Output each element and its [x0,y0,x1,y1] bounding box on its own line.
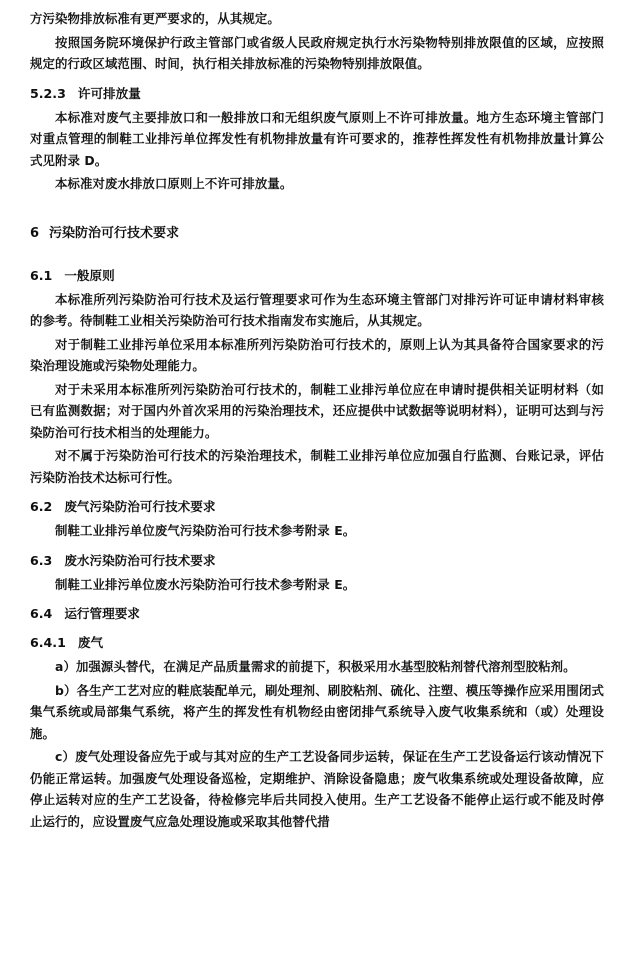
section-number: 6.2 [30,499,53,514]
section-number: 6.1 [30,267,53,283]
section-heading-6-4-1 [30,632,604,653]
section-title: 许可排放量 [77,85,141,101]
section-heading-6 [30,223,604,245]
section-number: 6.3 [30,552,53,568]
paragraph: 对不属于污染防治可行技术的污染治理技术，制鞋工业排污单位应加强自行监测、台账记录，评估污染防治技术达标可行性。 [30,448,604,485]
paragraph: 对于制鞋工业排污单位采用本标准所列污染防治可行技术的，原则上认为其具备符合国家要求的污染治理设施或污染物处理能力。 [30,336,604,373]
paragraph: 方污染物排放标准有更严要求的，从其规定。 [30,11,280,26]
paragraph: 制鞋工业排污单位废气污染防治可行技术参考附录 E。 [55,523,356,538]
section-title: 废水污染防治可行技术要求 [64,552,216,568]
section-title: 一般原则 [64,267,115,283]
section-heading-6-3 [30,550,604,571]
paragraph: 制鞋工业排污单位废水污染防治可行技术参考附录 E。 [55,576,356,592]
paragraph: 本标准对废水排放口原则上不许可排放量。 [55,176,293,191]
list-item: b）各生产工艺对应的鞋底装配单元，刷处理剂、刷胶粘剂、硫化、注塑、模压等操作应采用围闭式集气系统或局部集气系统，将产生的挥发性有机物经由密闭排气系统导入废气收集系统和（或）处理设施。 [30,682,604,741]
section-title: 废气 [77,635,104,650]
section-number: 6.4 [30,606,53,621]
section-title: 废气污染防治可行技术要求 [64,499,216,514]
section-heading-5-2-3 [30,83,604,104]
section-number: 6.4.1 [30,635,66,650]
list-item: c）废气处理设备应先于或与其对应的生产工艺设备同步运转，保证在生产工艺设备运行该动情况下仍能正常运转。加强废气处理设备巡检，定期维护、消除设备隐患；废气收集系统或处理设备故障，应停止运转对应的生产工艺设备，待检修完毕后共同投入使用。生产工艺设备不能停止运行或不能及时停止运行的，应设置废气应急处理设施或采取其他替代措 [30,749,604,829]
section-number: 5.2.3 [30,85,66,101]
section-heading-6-2 [30,496,604,517]
list-item: a）加强源头替代，在满足产品质量需求的前提下，积极采用水基型胶粘剂替代溶剂型胶粘剂。 [55,659,576,674]
section-title: 污染防治可行技术要求 [49,225,180,241]
section-heading-6-1 [30,265,604,286]
paragraph: 按照国务院环境保护行政主管部门或省级人民政府规定执行水污染物特别排放限值的区域，应按照规定的行政区域范围、时间，执行相关排放标准的污染物特别排放限值。 [30,34,604,71]
section-number: 6 [30,225,40,241]
paragraph: 本标准所列污染防治可行技术及运行管理要求可作为生态环境主管部门对排污许可证申请材料审核的参考。待制鞋工业相关污染防治可行技术指南发布实施后，从其规定。 [30,291,604,328]
section-heading-6-4 [30,603,604,624]
paragraph: 对于未采用本标准所列污染防治可行技术的，制鞋工业排污单位应在申请时提供相关证明材料（如已有监测数据；对于国内外首次采用的污染治理技术，还应提供中试数据等说明材料），证明可达到与污染防治可行技术相当的处理能力。 [30,381,604,440]
paragraph: 本标准对废气主要排放口和一般排放口和无组织废气原则上不许可排放量。地方生态环境主管部门对重点管理的制鞋工业排污单位挥发性有机物排放量有许可要求的，推荐性挥发性有机物排放量计算公式见附录 D。 [30,109,604,168]
section-title: 运行管理要求 [64,606,140,621]
